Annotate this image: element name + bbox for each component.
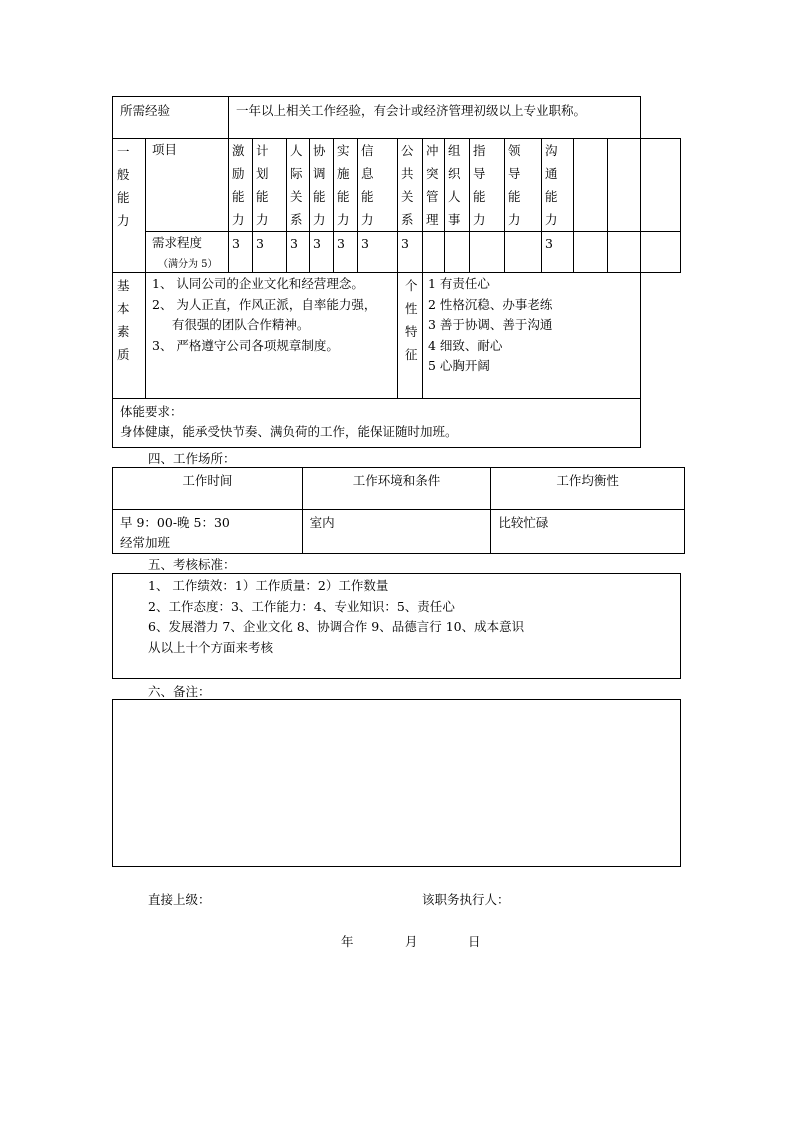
vertical-char: 织 [448,166,461,181]
vertical-char: 基 [117,278,130,293]
vertical-char: 导 [473,166,486,181]
demand-note: （满分为 5） [158,259,218,270]
vertical-char: 协 [313,143,326,158]
score-relations: 3 [287,232,310,273]
header-work-balance: 工作均衡性 [491,468,685,510]
ability-header-motivation [229,139,253,232]
personality-line: 5 心胸开阔 [428,358,490,373]
personality-line: 2 性格沉稳、办事老练 [428,296,553,312]
vertical-char: 能 [361,189,374,204]
assessment-line: 从以上十个方面来考核 [148,639,274,655]
vertical-char: 力 [337,212,350,227]
date-day: 日 [468,934,481,949]
assessment-box [112,573,681,679]
work-balance: 比较忙碌 [491,510,685,554]
vertical-char: 能 [117,190,130,205]
physical-requirements [113,399,641,448]
physical-value: 身体健康，能承受快节奏、满负荷的工作，能保证随时加班。 [120,424,458,439]
vertical-char: 能 [256,189,269,204]
vertical-char: 能 [473,189,486,204]
vertical-char: 力 [232,212,245,227]
date-year: 年 [341,934,354,949]
personality-line: 4 细致、耐心 [428,337,503,353]
score-conflict [423,232,445,273]
vertical-char: 冲 [426,143,439,158]
vertical-char: 个 [405,278,418,293]
item-label: 项目 [146,139,229,232]
vertical-char: 励 [232,166,245,181]
ability-header-guidance [470,139,505,232]
vertical-char: 突 [426,166,439,181]
assessment-heading: 五、考核标准： [148,557,236,572]
vertical-char: 能 [232,189,245,204]
vertical-char: 能 [313,189,326,204]
supervisor-label: 直接上级： [148,892,211,907]
vertical-char: 本 [117,301,130,316]
vertical-char: 指 [473,143,486,158]
vertical-char: 信 [361,143,374,158]
vertical-char: 人 [448,189,461,204]
vertical-char: 能 [508,189,521,204]
ability-header-blank [608,139,641,232]
ability-header-blank [574,139,608,232]
basic-quality-content [146,273,398,399]
assessment-line: 2、工作态度：3、工作能力：4、专业知识：5、责任心 [148,598,455,614]
vertical-char: 计 [256,143,269,158]
score-leadership [505,232,542,273]
experience-value: 一年以上相关工作经验，有会计或经济管理初级以上专业职称。 [229,97,641,139]
vertical-char: 公 [401,143,414,158]
vertical-char: 事 [448,212,461,227]
quality-line: 3、 严格遵守公司各项规章制度。 [152,337,339,353]
ability-header-planning [253,139,287,232]
personality-label [398,273,423,399]
remarks-box [112,699,681,867]
vertical-char: 性 [405,301,418,316]
ability-header-information [358,139,398,232]
score-organization [445,232,470,273]
vertical-char: 一 [117,144,130,159]
header-work-environment: 工作环境和条件 [302,468,491,510]
job-requirements-table [112,96,681,448]
vertical-char: 素 [117,324,130,339]
work-time-line: 早 9：00-晚 5：30 [120,515,230,530]
work-time-line: 经常加班 [120,535,171,550]
vertical-char: 系 [290,212,303,227]
score-blank [608,232,641,273]
score-communication: 3 [542,232,574,273]
vertical-char: 般 [117,167,130,182]
vertical-char: 通 [545,166,558,181]
ability-header-leadership [505,139,542,232]
score-planning: 3 [253,232,287,273]
personality-content [423,273,641,399]
vertical-char: 关 [290,189,303,204]
vertical-char: 质 [117,347,130,362]
vertical-char: 力 [545,212,558,227]
general-ability-label [113,139,146,273]
vertical-char: 力 [473,212,486,227]
vertical-char: 理 [426,212,439,227]
vertical-char: 力 [508,212,521,227]
vertical-char: 能 [545,189,558,204]
vertical-char: 力 [256,212,269,227]
workplace-heading: 四、工作场所： [148,451,236,466]
work-environment: 室内 [302,510,491,554]
vertical-char: 组 [448,143,461,158]
personality-line: 3 善于协调、善于沟通 [428,317,553,332]
vertical-char: 施 [337,166,350,181]
demand-label-cell [146,232,229,273]
score-blank [641,232,681,273]
vertical-char: 能 [337,189,350,204]
score-public-relations: 3 [398,232,423,273]
executor-label: 该职务执行人： [422,892,510,907]
vertical-char: 导 [508,166,521,181]
quality-line: 有很强的团队合作精神。 [152,317,310,332]
work-time [113,510,303,554]
ability-header-conflict [423,139,445,232]
demand-label: 需求程度 [152,235,203,250]
vertical-char: 划 [256,166,269,181]
workplace-table [112,467,685,554]
vertical-char: 共 [401,166,414,181]
score-information: 3 [358,232,398,273]
personality-line: 1 有责任心 [428,276,490,291]
vertical-char: 息 [361,166,374,181]
vertical-char: 力 [361,212,374,227]
ability-header-coordination [310,139,334,232]
date-month: 月 [405,934,418,949]
vertical-char: 力 [117,213,130,228]
header-work-time: 工作时间 [113,468,303,510]
basic-quality-label [113,273,146,399]
vertical-char: 关 [401,189,414,204]
vertical-char: 人 [290,143,303,158]
vertical-char: 激 [232,143,245,158]
vertical-char: 管 [426,189,439,204]
vertical-char: 征 [405,347,418,362]
score-motivation: 3 [229,232,253,273]
ability-header-blank [641,139,681,232]
vertical-char: 际 [290,166,303,181]
assessment-content [113,574,680,658]
vertical-char: 力 [313,212,326,227]
vertical-char: 领 [508,143,521,158]
score-execution: 3 [334,232,358,273]
vertical-char: 系 [401,212,414,227]
assessment-line: 6、发展潜力 7、企业文化 8、协调合作 9、品德言行 10、成本意识 [148,619,525,634]
vertical-char: 沟 [545,143,558,158]
quality-line: 1、 认同公司的企业文化和经营理念。 [152,276,364,291]
ability-header-public-relations [398,139,423,232]
ability-header-organization [445,139,470,232]
remarks-heading: 六、备注： [148,684,211,699]
quality-line: 2、 为人正直，作风正派，自率能力强， [152,296,377,312]
vertical-char: 特 [405,324,418,339]
score-blank [574,232,608,273]
vertical-char: 实 [337,143,350,158]
assessment-line: 1、 工作绩效：1）工作质量：2）工作数量 [148,578,389,593]
vertical-char: 调 [313,166,326,181]
score-coordination: 3 [310,232,334,273]
experience-label: 所需经验 [113,97,229,139]
ability-header-execution [334,139,358,232]
physical-label: 体能要求： [120,404,183,419]
ability-header-communication [542,139,574,232]
score-guidance [470,232,505,273]
ability-header-relations [287,139,310,232]
